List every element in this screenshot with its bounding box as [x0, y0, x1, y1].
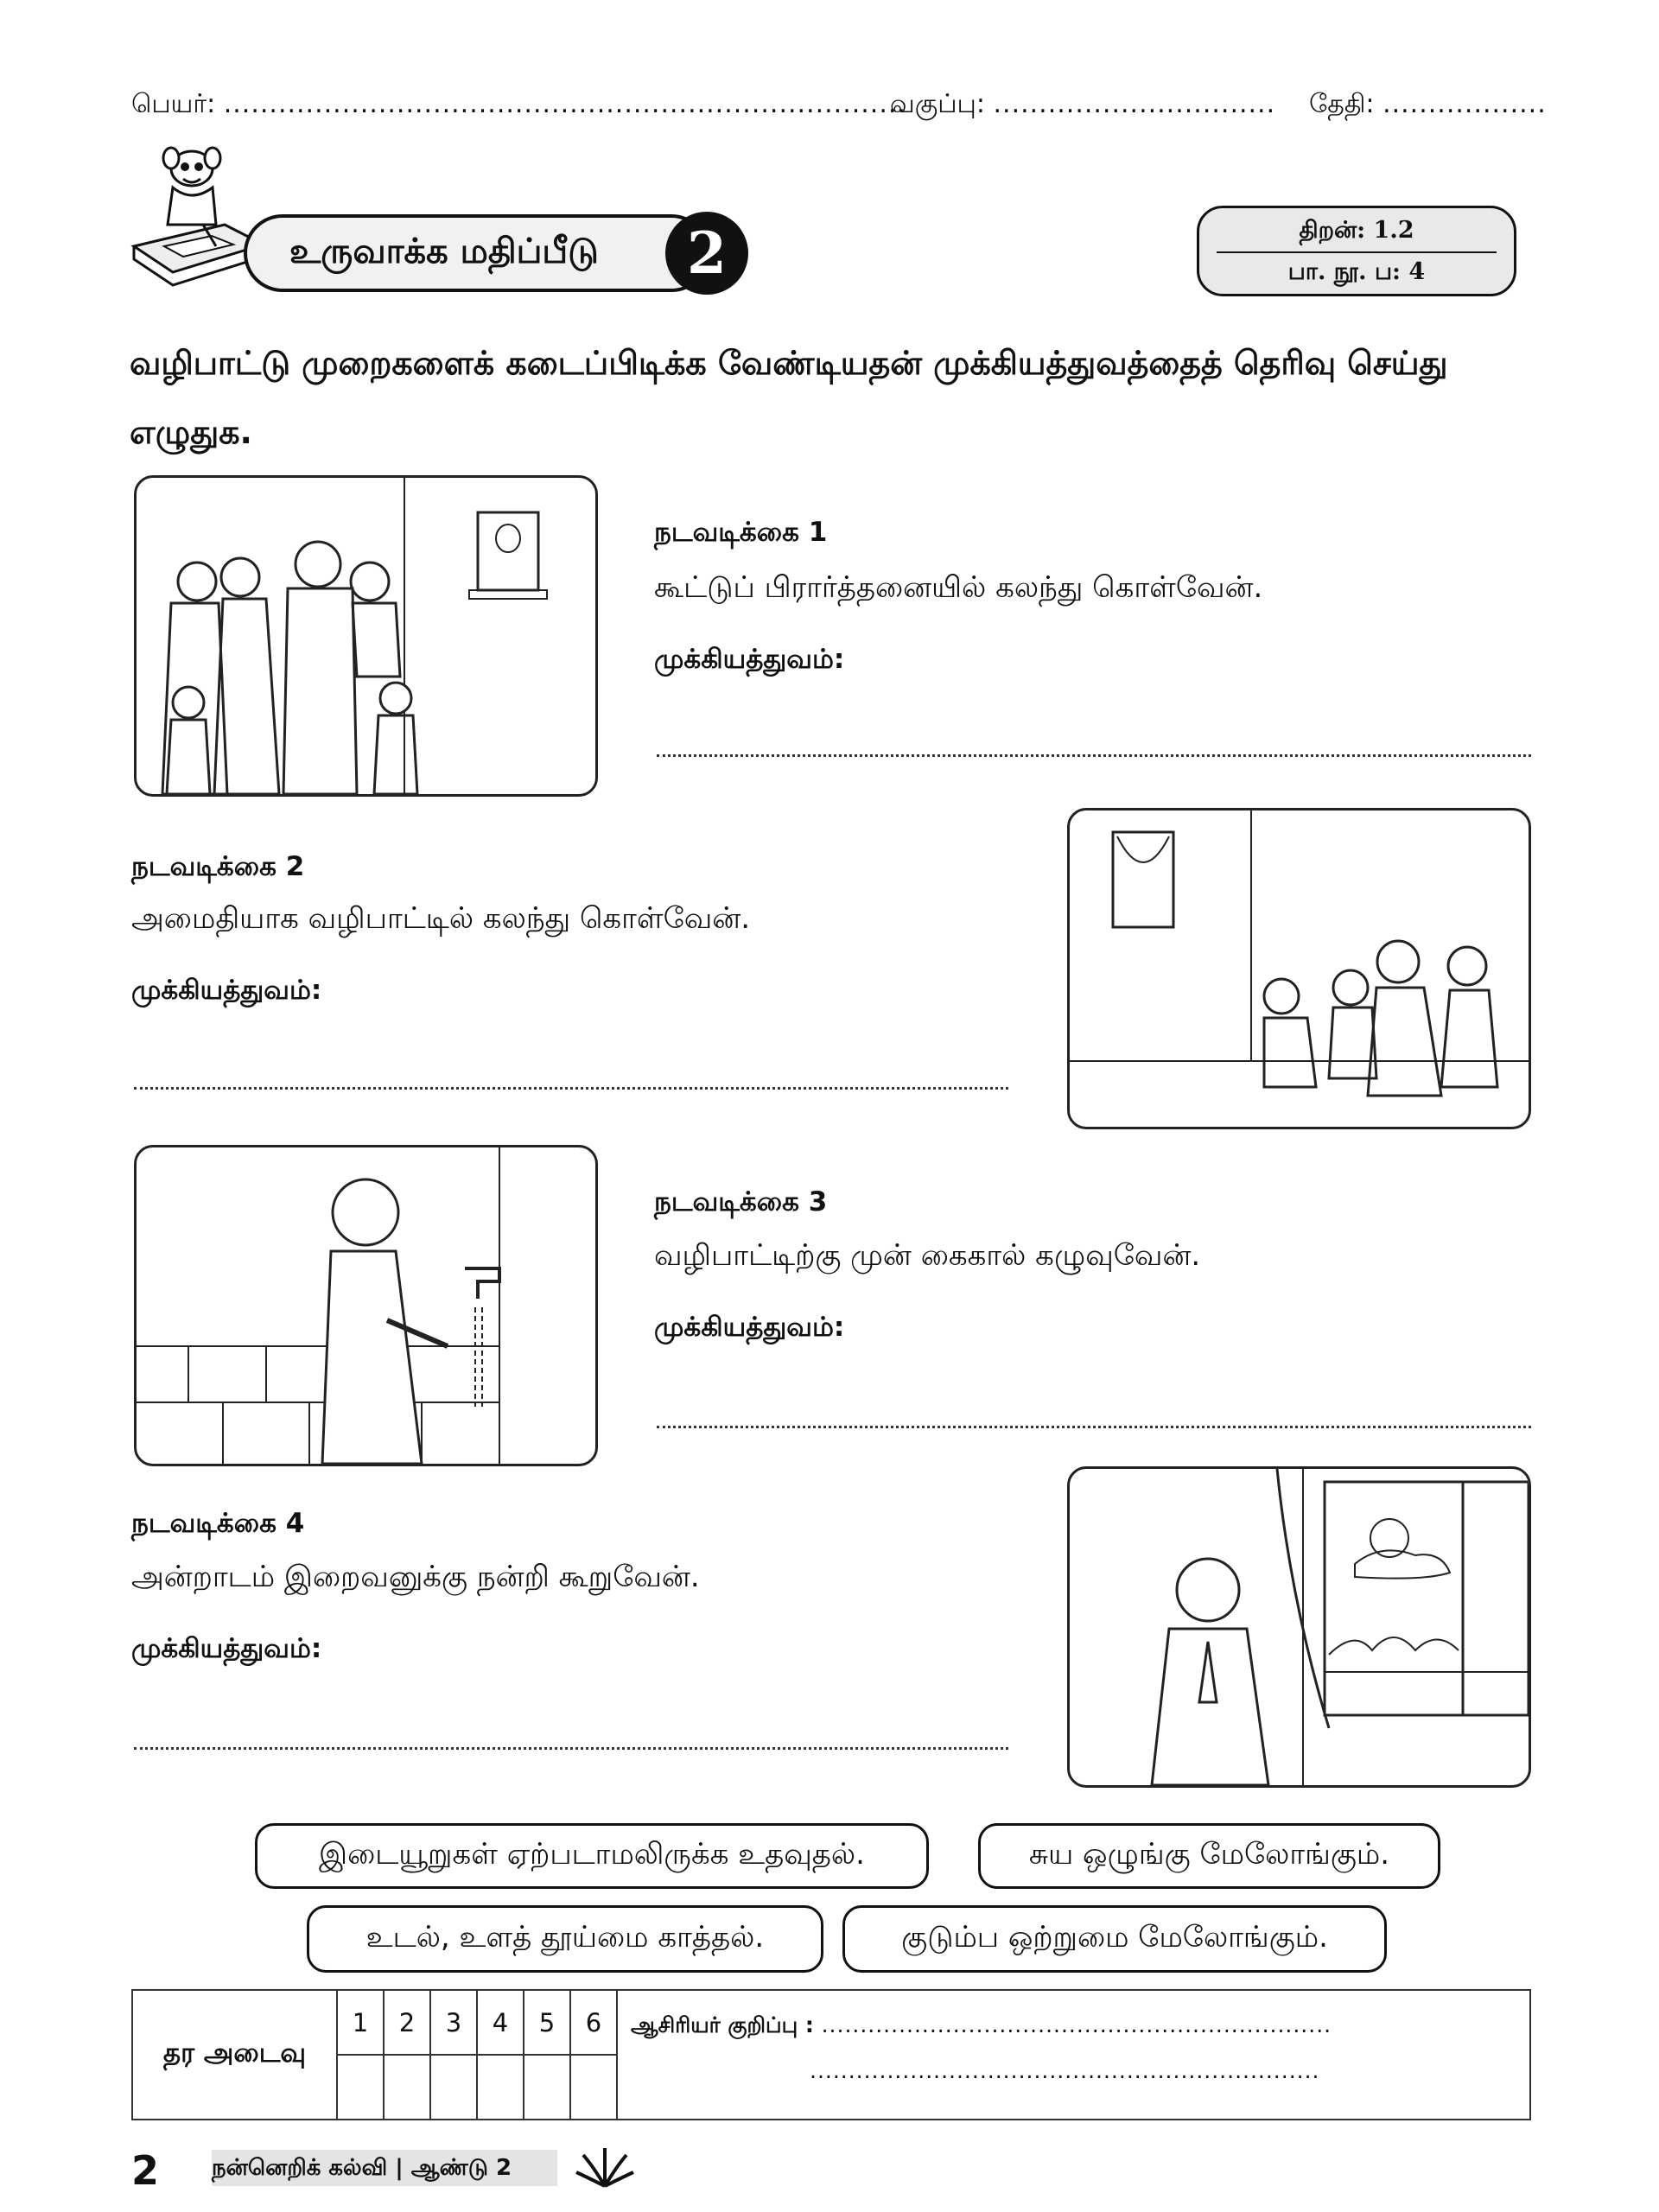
activity-4-importance-label: முக்கியத்துவம்:: [131, 1633, 322, 1664]
activity-3-importance-label: முக்கியத்துவம்:: [654, 1312, 845, 1343]
name-dots: ...........................................................................: [223, 89, 906, 119]
activity-1-answer-line[interactable]: [657, 754, 1531, 757]
date-field[interactable]: [1309, 89, 1547, 123]
option-body-mind-purity: உடல், உளத் தூய்மை காத்தல்.: [307, 1905, 823, 1973]
level-1-box[interactable]: [337, 2055, 384, 2120]
girl-praying-illustration: [1067, 1466, 1531, 1788]
activity-2-text: அமைதியாக வழிபாட்டில் கலந்து கொள்வேன்.: [131, 901, 751, 936]
activity-4-text: அன்றாடம் இறைவனுக்கு நன்றி கூறுவேன்.: [131, 1560, 700, 1594]
activity-1-importance-label: முக்கியத்துவம்:: [654, 644, 845, 675]
activity-1-text: கூட்டுப் பிரார்த்தனையில் கலந்து கொள்வேன்.: [654, 570, 1263, 605]
activity-1-label: நடவடிக்கை 1: [654, 517, 828, 548]
family-praying-illustration: [134, 475, 598, 797]
level-2-box[interactable]: [384, 2055, 430, 2120]
teacher-note-dots-2: ..................................................................: [810, 2058, 1320, 2083]
level-5: 5: [524, 1990, 570, 2055]
grade-label: தர அடைவு: [132, 1990, 337, 2120]
activity-3-answer-line[interactable]: [657, 1426, 1531, 1428]
option-avoid-disturbance: இடையூறுகள் ஏற்படாமலிருக்க உதவுதல்.: [255, 1823, 929, 1889]
level-5-box[interactable]: [524, 2055, 570, 2120]
activity-4-answer-line[interactable]: [134, 1747, 1008, 1750]
mascot-at-desk-icon: [130, 143, 268, 302]
activity-2-label: நடவடிக்கை 2: [131, 851, 305, 882]
page-number: 2: [131, 2147, 160, 2194]
date-label: தேதி:: [1309, 89, 1375, 119]
level-3-box[interactable]: [430, 2055, 477, 2120]
grade-table: [131, 1989, 1531, 2120]
class-dots: ...............................: [993, 89, 1276, 119]
book-title: நன்னெறிக் கல்வி | ஆண்டு 2: [212, 2155, 512, 2181]
option-self-discipline: சுய ஒழுங்கு மேலோங்கும்.: [978, 1823, 1440, 1889]
teacher-note-dots-1: ..................................................................: [821, 2012, 1332, 2037]
level-4: 4: [477, 1990, 524, 2055]
instruction: வழிபாட்டு முறைகளைக் கடைப்பிடிக்க வேண்டியதன் முக்கியத்துவத்தைத் தெரிவு செய்து எழுதுக.: [130, 344, 1448, 451]
skill-code: திறன்: 1.2: [1299, 217, 1414, 244]
activity-3-label: நடவடிக்கை 3: [654, 1186, 828, 1217]
skill-box: [1197, 206, 1516, 296]
class-field[interactable]: [890, 89, 1275, 123]
textbook-page: பா. நூ. ப: 4: [1287, 258, 1426, 285]
level-6: 6: [570, 1990, 617, 2055]
activity-4-label: நடவடிக்கை 4: [131, 1508, 305, 1539]
option-family-unity: குடும்ப ஒற்றுமை மேலோங்கும்.: [842, 1905, 1387, 1973]
name-label: பெயர்:: [131, 89, 216, 119]
skill-divider: [1217, 251, 1497, 253]
class-label: வகுப்பு:: [890, 89, 985, 119]
level-1: 1: [337, 1990, 384, 2055]
name-field[interactable]: [131, 89, 906, 123]
level-3: 3: [430, 1990, 477, 2055]
date-dots: ..................: [1382, 89, 1547, 119]
level-2: 2: [384, 1990, 430, 2055]
leaf-ornament-icon: [575, 2145, 635, 2188]
level-4-box[interactable]: [477, 2055, 524, 2120]
assessment-number: 2: [665, 212, 748, 295]
boy-washing-hands-illustration: [134, 1145, 598, 1466]
page-title: உருவாக்க மதிப்பீடு: [289, 232, 599, 271]
teacher-note-cell[interactable]: [617, 1990, 1530, 2120]
activity-2-importance-label: முக்கியத்துவம்:: [131, 975, 322, 1006]
family-sitting-prayer-illustration: [1067, 808, 1531, 1129]
activity-2-answer-line[interactable]: [134, 1087, 1008, 1090]
teacher-note-label: ஆசிரியர் குறிப்பு :: [631, 2012, 814, 2037]
activity-3-text: வழிபாட்டிற்கு முன் கைகால் கழுவுவேன்.: [654, 1238, 1201, 1273]
level-6-box[interactable]: [570, 2055, 617, 2120]
